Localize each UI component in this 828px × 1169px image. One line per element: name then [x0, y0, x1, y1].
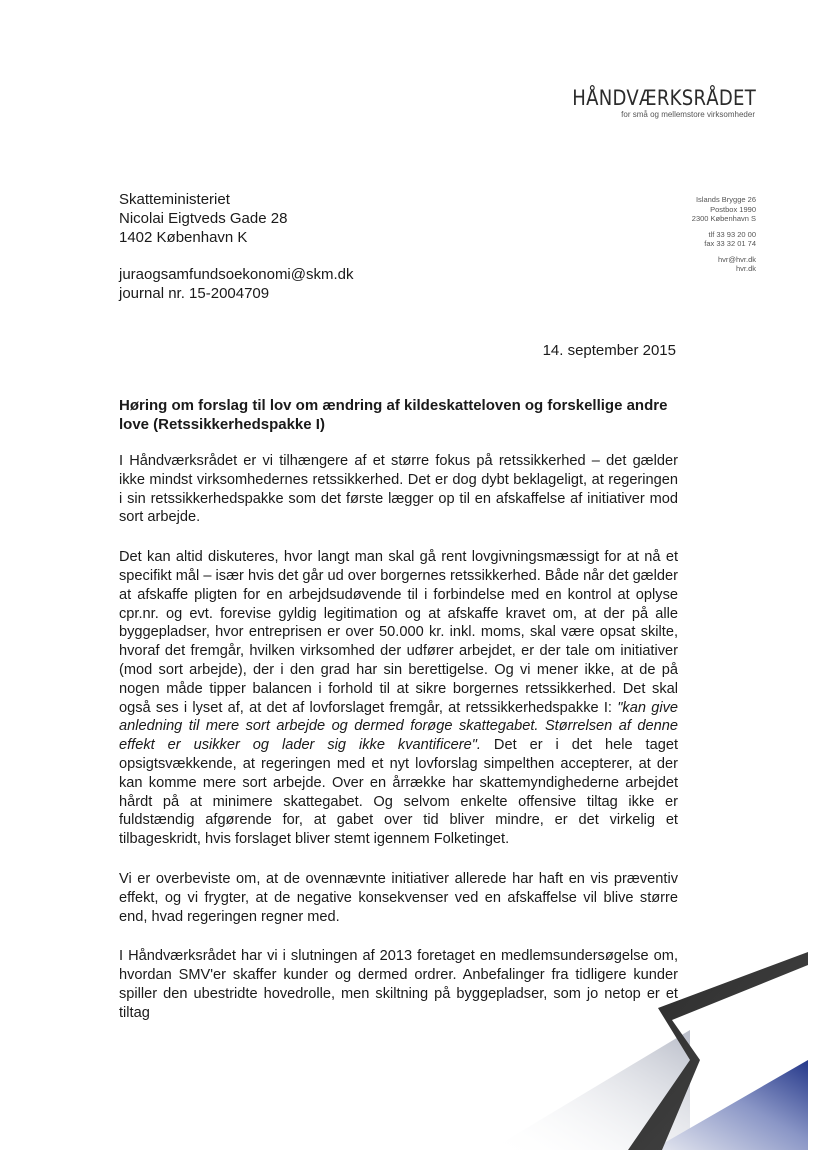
paragraph: I Håndværksrådet har vi i slutningen af 2013 foretaget en medlemsundersøgelse om, hvordan SMV'er skaffer kunder og dermed ordrer. Anbefalinger fra tidligere kunder spiller den ubestridte hovedrolle, men skiltning på byggepladser, som jo netop er et tiltag — [119, 948, 678, 1021]
paragraph: I Håndværksrådet er vi tilhængere af et større fokus på retssikkerhed – det gælder ikke mindst virksomhedernes retssikkerhed. Det er dog dybt beklageligt, at regeringen i sin retssikkerhedspakke som det første lægger op til en afskaffelse af initiativer mod sort arbejde. — [119, 453, 678, 526]
paragraph — [119, 548, 678, 849]
recipient-address — [119, 190, 354, 303]
recipient-email: juraogsamfundsoekonomi@skm.dk — [119, 266, 354, 283]
sender-fax: fax 33 32 01 74 — [704, 239, 756, 248]
quoted-text: "kan give anledning til mere sort arbejde og dermed forøge skattegabet. Størrelsen af denne effekt er usikker og lader sig ikke kvantificere". — [119, 699, 678, 754]
sender-phone: tlf 33 93 20 00 — [708, 229, 756, 239]
logo-tagline: for små og mellemstore virksomheder — [621, 110, 755, 119]
paragraph-text: Det er i det hele taget opsigtsvækkende, at regeringen med et nyt lovforslag simpelthen accepterer, at der kan komme mere sort arbejde. Over en årrække har skattemyndighederne arbejdet hårdt på at minimere skattegabet. Og selvom enkelte offensive tiltag ikke er fuldstændig afgørende for, at gabet over tid bliver mindre, er det virkelig et tilbageskridt, hvis forslaget bliver stemt igennem Folketinget. — [119, 737, 678, 848]
recipient-line: Skatteministeriet — [119, 191, 230, 208]
sender-address-line: 2300 København S — [691, 214, 756, 223]
letter-body — [119, 452, 678, 1044]
sender-address-line: Postbox 1990 — [710, 204, 756, 214]
logo-wordmark: HÅNDVÆRKSRÅDET — [572, 86, 756, 110]
sender-contact — [692, 195, 756, 274]
sender-address-line: Islands Brygge 26 — [695, 195, 756, 204]
paragraph-text: Det kan altid diskuteres, hvor langt man skal gå rent lovgivningsmæssigt for at nå et specifikt mål – især hvis det går ud over borgernes retssikkerhed. Både når det gælder at afskaffe pligten for en arbejdsudøvende til i forbindelse med en kontrol at oplyse cpr.nr. og evt. forevise gyldig legitimation og at afskaffe kravet om, at der på alle byggepladser, hvor entreprisen er over 50.000 kr. inkl. moms, skal være opsat skilte, hvoraf det fremgår, hvilken virksomhed der udfører arbejdet, er der tale om initiativer (mod sort arbejde), der i den grad har sin berettigelse. Og vi mener ikke, at de på nogen måde tipper balancen i forhold til at sikre borgernes retssikkerhed. Det skal også ses i lyset af, at det af lovforslaget fremgår, at retssikkerhedspakke I: — [119, 549, 678, 716]
sender-email: hvr@hvr.dk — [717, 254, 756, 264]
recipient-line: 1402 København K — [119, 229, 248, 246]
sender-website: hvr.dk — [735, 264, 756, 273]
journal-number: journal nr. 15-2004709 — [119, 285, 270, 302]
paragraph: Vi er overbeviste om, at de ovennævnte initiativer allerede har haft en vis præventiv effekt, og vi frygter, at de negative konsekvenser ved en afskaffelse vil blive større end, hvad regeringen regner med. — [119, 870, 678, 925]
letter-subject: Høring om forslag til lov om ændring af kildeskatteloven og forskellige andre love (Retssikkerhedspakke I) — [119, 397, 668, 433]
letter-date: 14. september 2015 — [542, 342, 676, 359]
recipient-line: Nicolai Eigtveds Gade 28 — [119, 210, 288, 227]
